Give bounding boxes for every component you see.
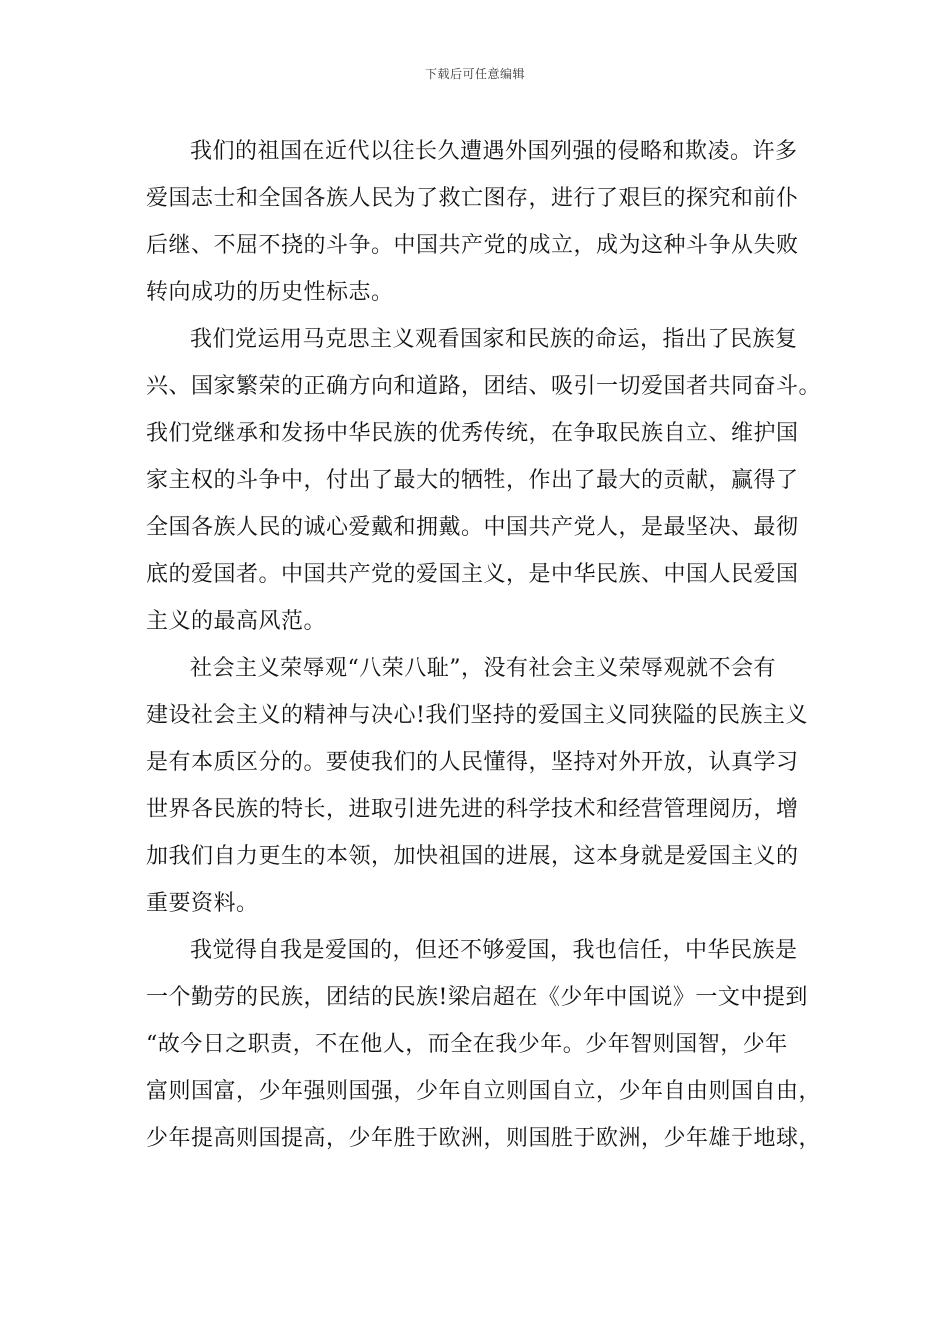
text-line: 富则国富，少年强则国强，少年自立则国自立，少年自由则国自由， (146, 1079, 822, 1104)
text-line: 重要资料。 (146, 891, 259, 916)
text-line: 我们的祖国在近代以往长久遭遇外国列强的侵略和欺凌。许多 (190, 139, 798, 164)
text-line: 我们党继承和发扬中华民族的优秀传统，在争取民族自立、维护国 (146, 421, 799, 446)
text-line: 爱国志士和全国各族人民为了救亡图存，进行了艰巨的探究和前仆 (146, 186, 799, 211)
page-header: 下载后可任意编辑 (424, 67, 525, 81)
text-line: 世界各民族的特长，进取引进先进的科学技术和经营管理阅历，增 (146, 797, 799, 822)
text-line: 我觉得自我是爱国的，但还不够爱国，我也信任，中华民族是 (190, 938, 798, 963)
text-line: 是有本质区分的。要使我们的人民懂得，坚持对外开放，认真学习 (146, 750, 799, 775)
paragraph-1 (146, 128, 806, 316)
text-line: 家主权的斗争中，付出了最大的牺牲，作出了最大的贡献，赢得了 (146, 468, 799, 493)
text-line: 兴、国家繁荣的正确方向和道路，团结、吸引一切爱国者共同奋斗。 (146, 374, 822, 399)
text-line: 建设社会主义的精神与决心!我们坚持的爱国主义同狭隘的民族主义 (146, 703, 808, 728)
text-line: 少年提高则国提高，少年胜于欧洲，则国胜于欧洲，少年雄于地球， (146, 1126, 822, 1151)
text-line: 转向成功的历史性标志。 (146, 280, 394, 305)
text-line: 后继、不屈不挠的斗争。中国共产党的成立，成为这种斗争从失败 (146, 233, 799, 258)
paragraph-4 (146, 927, 822, 1162)
text-line: 加我们自力更生的本领，加快祖国的进展，这本身就是爱国主义的 (146, 844, 799, 869)
text-line: 底的爱国者。中国共产党的爱国主义，是中华民族、中国人民爱国 (146, 562, 799, 587)
text-line: 主义的最高风范。 (146, 609, 327, 634)
document-body (146, 128, 822, 1162)
text-line: 一个勤劳的民族，团结的民族!梁启超在《少年中国说》一文中提到 (146, 985, 808, 1010)
text-line: 社会主义荣辱观“八荣八耻”，没有社会主义荣辱观就不会有 (190, 656, 776, 681)
text-line: “故今日之职责，不在他人，而全在我少年。少年智则国智，少年 (146, 1032, 788, 1057)
text-line: 全国各族人民的诚心爱戴和拥戴。中国共产党人，是最坚决、最彻 (146, 515, 799, 540)
paragraph-2 (146, 316, 822, 645)
paragraph-3 (146, 645, 806, 927)
text-line: 我们党运用马克思主义观看国家和民族的命运，指出了民族复 (190, 327, 798, 352)
